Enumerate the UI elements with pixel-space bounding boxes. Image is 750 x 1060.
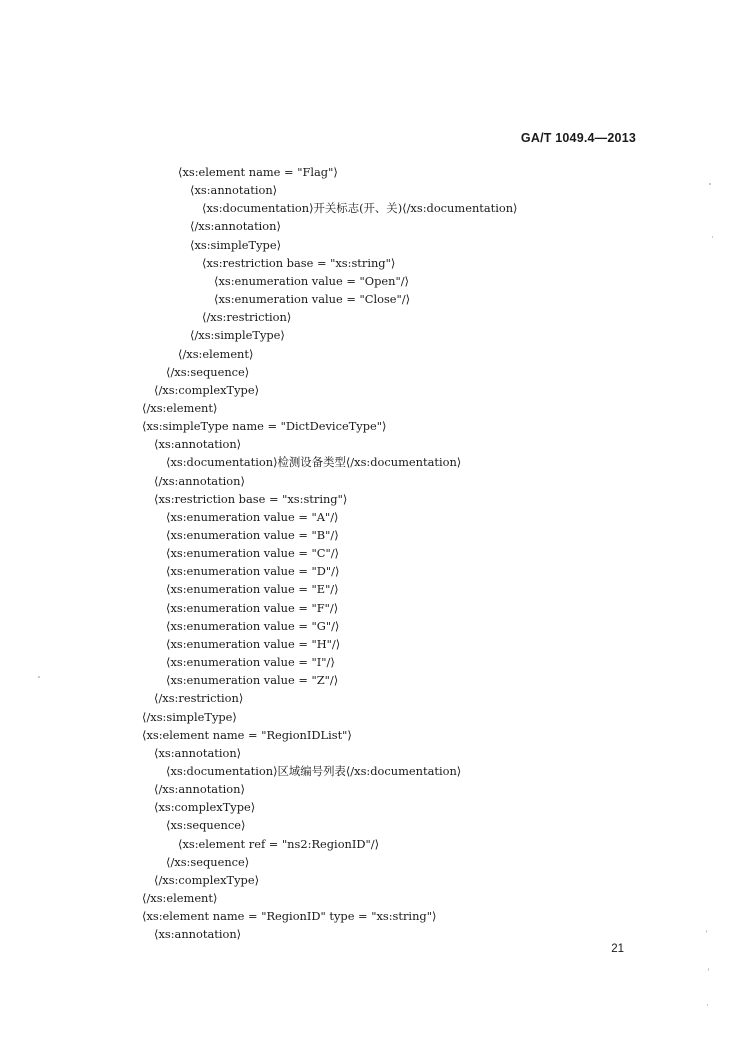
code-line: ⟨xs:annotation⟩ <box>154 437 242 452</box>
code-line: ⟨xs:element name = "Flag"⟩ <box>178 165 338 179</box>
code-line: ⟨/xs:element⟩ <box>142 891 218 905</box>
code-line: ⟨xs:enumeration value = "D"/⟩ <box>166 564 340 579</box>
code-line: ⟨xs:element name = "RegionIDList"⟩ <box>142 727 352 742</box>
code-line: ⟨xs:annotation⟩ <box>154 745 242 760</box>
code-line: ⟨/xs:annotation⟩ <box>154 473 245 488</box>
code-line: ⟨xs:element ref = "ns2:RegionID"/⟩ <box>178 836 380 851</box>
code-line: ⟨/xs:element⟩ <box>142 400 218 415</box>
code-line: ⟨xs:restriction base = "xs:string"⟩ <box>202 255 396 270</box>
code-line: ⟨xs:enumeration value = "F"/⟩ <box>166 600 339 615</box>
code-line: ⟨xs:enumeration value = "E"/⟩ <box>166 582 339 597</box>
code-line: ⟨/xs:annotation⟩ <box>154 782 245 797</box>
code-line: ⟨/xs:complexType⟩ <box>154 382 260 397</box>
code-line: ⟨xs:sequence⟩ <box>166 818 246 833</box>
scan-speck <box>709 183 711 185</box>
scan-speck <box>712 236 713 238</box>
code-line: ⟨/xs:restriction⟩ <box>154 691 244 706</box>
code-line: ⟨xs:simpleType name = "DictDeviceType"⟩ <box>142 419 387 434</box>
standard-code-header: GA/T 1049.4—2013 <box>520 131 636 145</box>
code-line: ⟨xs:element name = "RegionID" type = "xs:string"⟩ <box>142 909 437 924</box>
scan-speck <box>708 968 709 971</box>
code-line: ⟨xs:enumeration value = "G"/⟩ <box>166 618 340 633</box>
code-line: ⟨/xs:simpleType⟩ <box>142 709 237 724</box>
code-line: ⟨/xs:simpleType⟩ <box>190 328 285 343</box>
code-line: ⟨xs:enumeration value = "Open"/⟩ <box>214 273 409 288</box>
code-line: ⟨xs:documentation⟩检测设备类型⟨/xs:documentation⟩ <box>166 455 462 470</box>
code-line: ⟨xs:enumeration value = "C"/⟩ <box>166 546 339 561</box>
code-line: ⟨xs:enumeration value = "I"/⟩ <box>166 655 335 670</box>
code-line: ⟨/xs:annotation⟩ <box>190 219 281 234</box>
code-line: ⟨xs:enumeration value = "Close"/⟩ <box>214 292 411 307</box>
code-line: ⟨xs:simpleType⟩ <box>190 237 282 252</box>
code-line: ⟨/xs:complexType⟩ <box>154 872 260 887</box>
code-line: ⟨xs:enumeration value = "A"/⟩ <box>166 509 339 524</box>
code-line: ⟨xs:documentation⟩区域编号列表⟨/xs:documentation⟩ <box>166 763 462 778</box>
code-line: ⟨xs:annotation⟩ <box>190 183 278 198</box>
code-line: ⟨/xs:sequence⟩ <box>166 854 250 869</box>
scan-speck <box>38 676 40 678</box>
code-line: ⟨/xs:element⟩ <box>178 346 254 361</box>
code-line: ⟨xs:restriction base = "xs:string"⟩ <box>154 491 348 506</box>
code-line: ⟨xs:documentation⟩开关标志(开、关)⟨/xs:documentation⟩ <box>202 201 518 216</box>
page-number: 21 <box>611 943 624 955</box>
code-line: ⟨xs:enumeration value = "B"/⟩ <box>166 528 339 542</box>
code-line: ⟨xs:enumeration value = "Z"/⟩ <box>166 673 339 688</box>
code-line: ⟨xs:complexType⟩ <box>154 800 256 815</box>
code-line: ⟨xs:enumeration value = "H"/⟩ <box>166 636 341 651</box>
code-line: ⟨/xs:restriction⟩ <box>202 310 292 325</box>
code-line: ⟨/xs:sequence⟩ <box>166 364 250 379</box>
scan-speck <box>707 1004 708 1006</box>
code-line: ⟨xs:annotation⟩ <box>154 927 242 942</box>
scan-speck <box>706 930 707 933</box>
